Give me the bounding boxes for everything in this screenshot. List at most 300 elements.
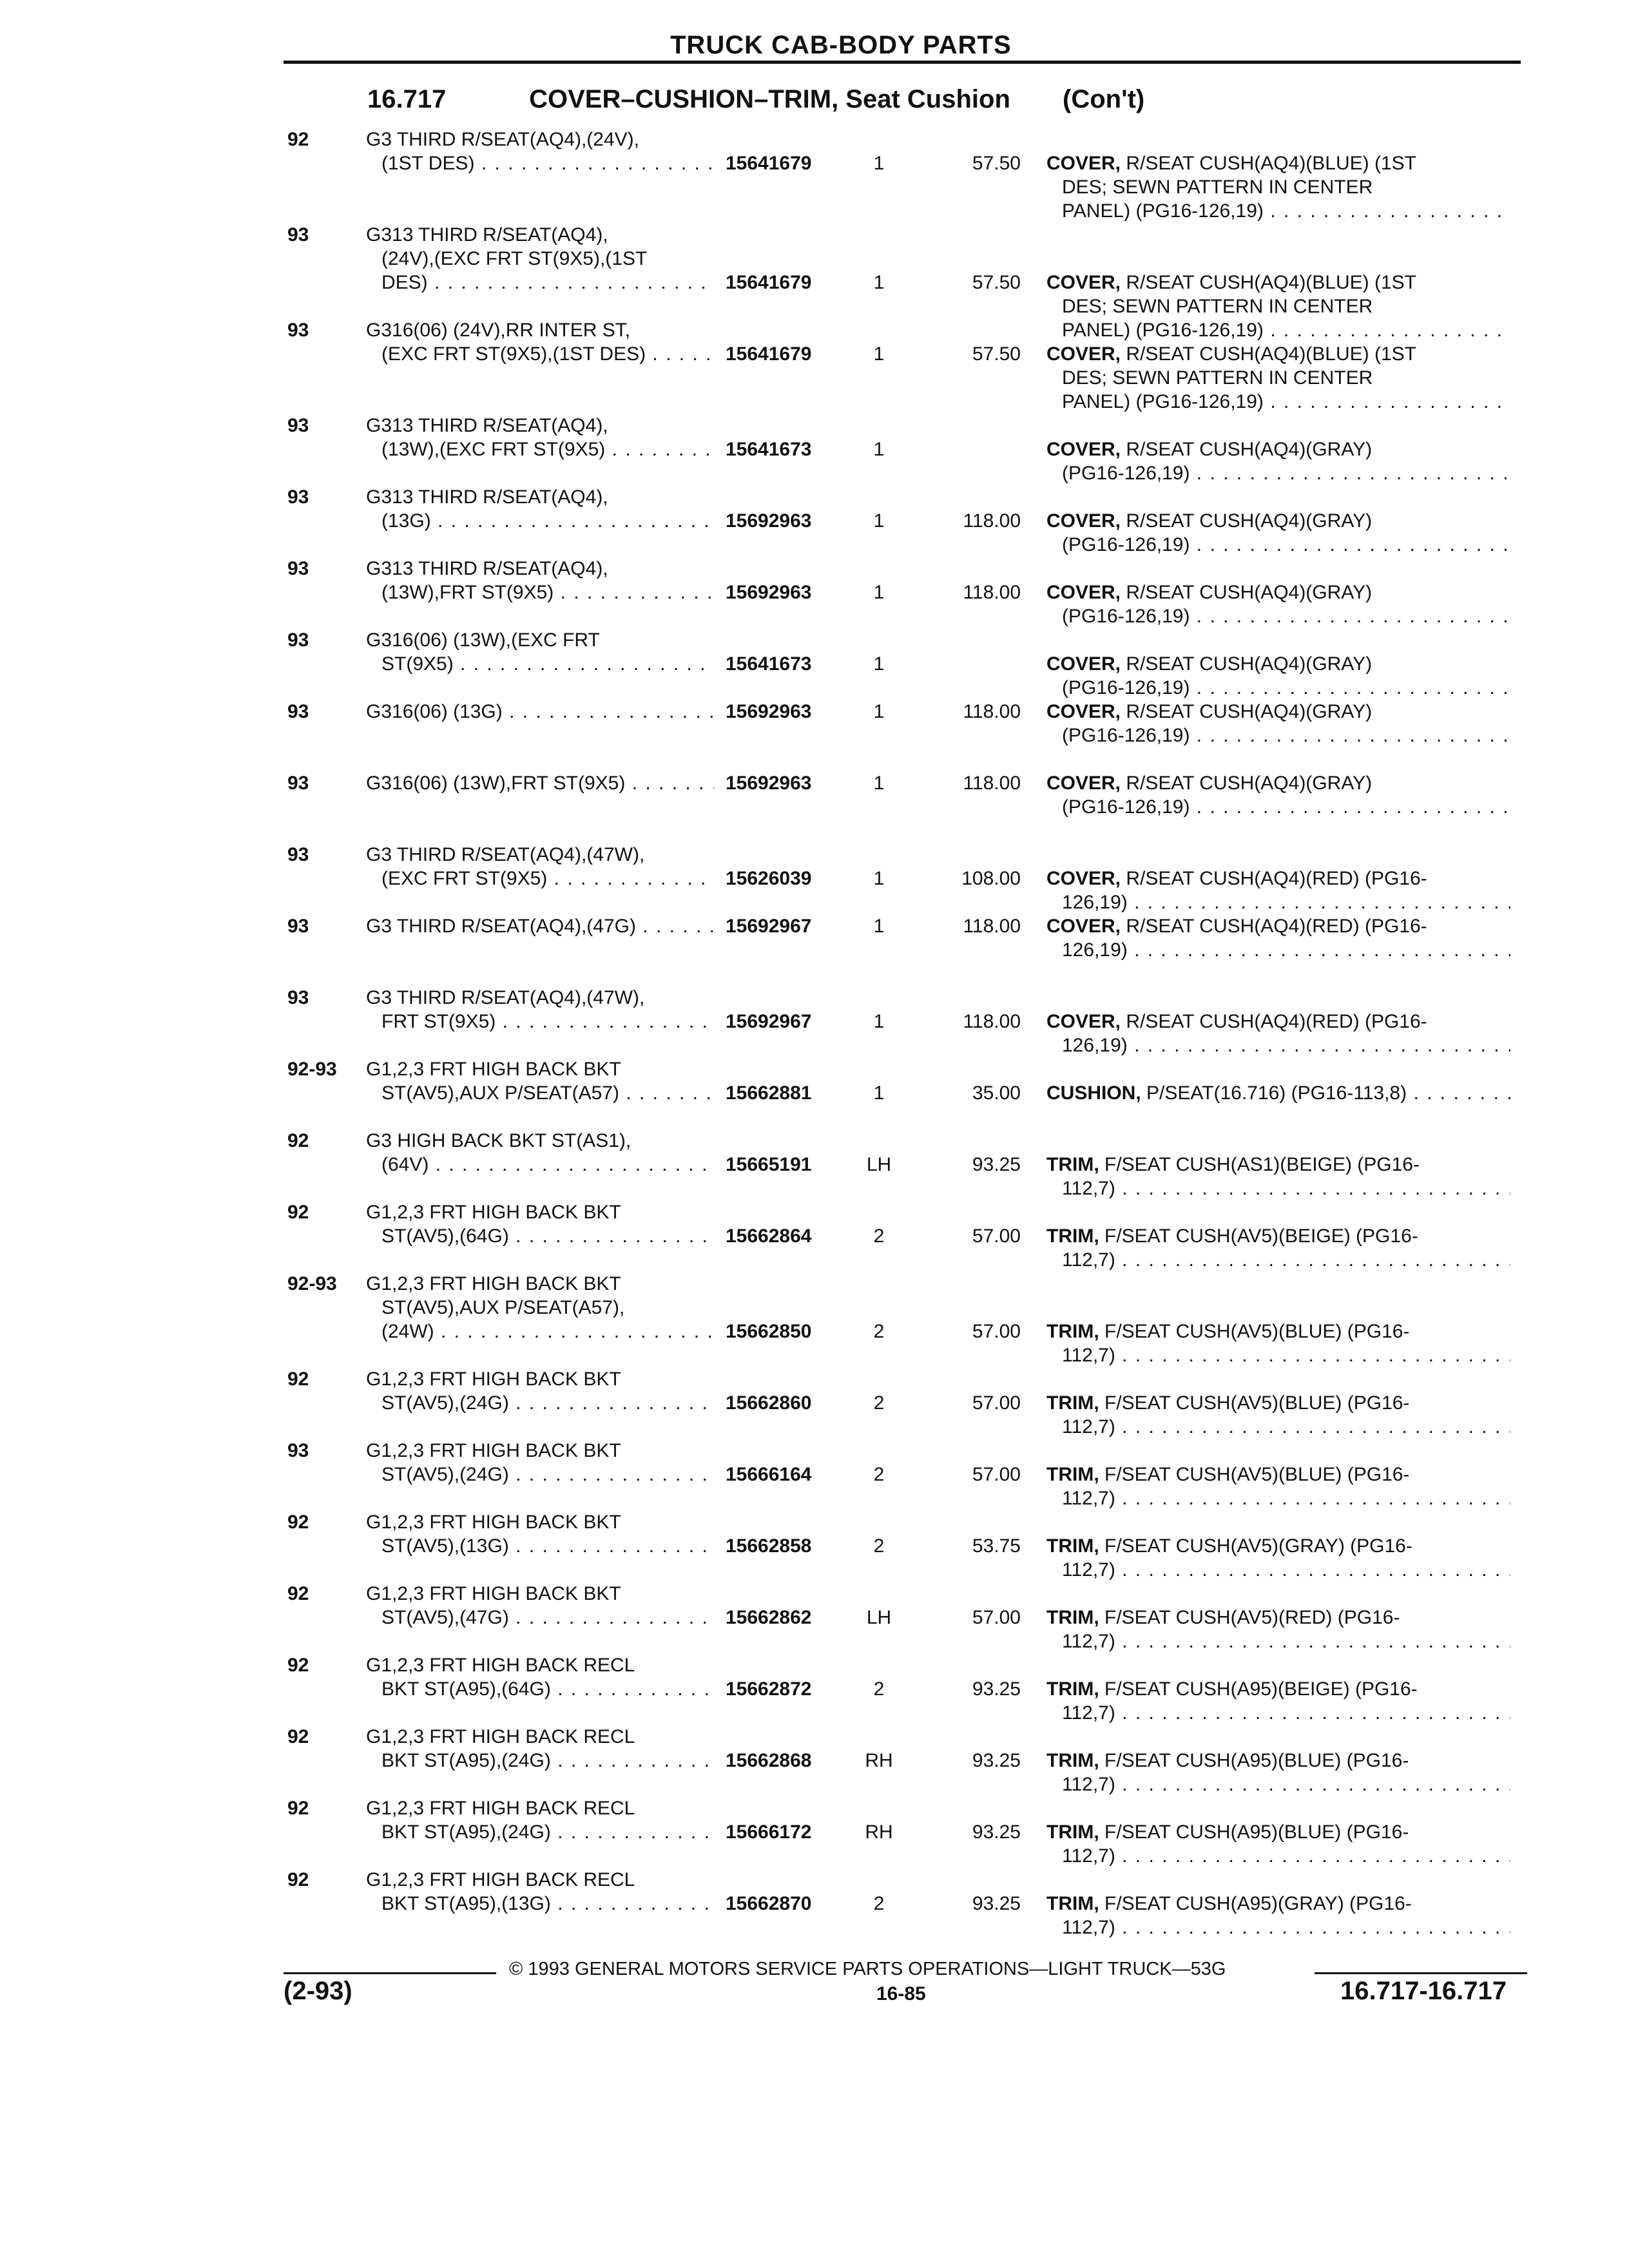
part-number: 15641679	[726, 272, 812, 293]
description-line	[1046, 771, 1510, 795]
application-description	[366, 771, 714, 795]
description-text: R/SEAT CUSH(AQ4)(GRAY)	[1126, 773, 1373, 794]
description-line: (PG16-126,19) . . .	[1046, 604, 1510, 628]
part-number: 15662864	[726, 1225, 812, 1247]
description-text: F/SEAT CUSH(A95)(BLUE) (PG16-	[1104, 1821, 1409, 1843]
quantity: 2	[873, 1678, 885, 1700]
description-line: 112,7) . . .	[1046, 1486, 1510, 1510]
section-title: COVER–CUSHION–TRIM, Seat Cushion	[529, 85, 1010, 113]
page-header-title: TRUCK CAB-BODY PARTS	[670, 31, 1012, 59]
description-line: (PG16-126,19) . . .	[1046, 676, 1510, 700]
section-number: 16.717	[367, 85, 447, 113]
quantity: LH	[866, 1607, 892, 1628]
description-keyword: TRIM,	[1046, 1607, 1099, 1628]
description-keyword: COVER,	[1046, 701, 1121, 722]
application-line: G1,2,3 FRT HIGH BACK RECL	[366, 1726, 635, 1747]
description-line	[1046, 1820, 1510, 1844]
part-number: 15692963	[726, 582, 812, 603]
description-line: 112,7) . . .	[1046, 1629, 1510, 1653]
part-number: 15692963	[726, 701, 812, 722]
part-number: 15662862	[726, 1607, 812, 1628]
model-year: 92-93	[287, 1273, 337, 1294]
description-text: F/SEAT CUSH(AV5)(BLUE) (PG16-	[1104, 1321, 1410, 1342]
part-row	[0, 1796, 1629, 1868]
part-number: 15692967	[726, 916, 812, 937]
part-number: 15692967	[726, 1011, 812, 1032]
footer-date: (2-93)	[284, 1977, 352, 2005]
price: 57.50	[972, 153, 1021, 174]
part-number: 15662868	[726, 1750, 812, 1771]
part-description	[1046, 1534, 1510, 1582]
model-year: 92	[287, 1130, 309, 1151]
description-text: R/SEAT CUSH(AQ4)(BLUE) (1ST	[1126, 343, 1417, 365]
part-row	[0, 771, 1629, 843]
application-description	[366, 914, 714, 938]
application-line: ST(AV5),(13G) . . .	[366, 1534, 714, 1558]
quantity: 1	[873, 868, 885, 889]
model-year: 93	[287, 224, 309, 245]
quantity: 1	[873, 510, 885, 532]
part-number: 15662858	[726, 1535, 812, 1557]
application-line: G1,2,3 FRT HIGH BACK BKT	[366, 1273, 621, 1294]
application-description	[366, 1725, 714, 1773]
price: 118.00	[963, 510, 1021, 532]
quantity: 1	[873, 439, 885, 460]
description-text: R/SEAT CUSH(AQ4)(BLUE) (1ST	[1126, 272, 1417, 293]
quantity: 1	[873, 653, 885, 675]
description-text: F/SEAT CUSH(A95)(GRAY) (PG16-	[1104, 1893, 1412, 1914]
application-description	[366, 318, 714, 366]
description-line	[1046, 1320, 1510, 1343]
part-description	[1046, 437, 1510, 485]
model-year: 93	[287, 987, 309, 1008]
quantity: 1	[873, 1011, 885, 1032]
model-year: 92	[287, 1655, 309, 1676]
part-description	[1046, 151, 1510, 223]
price: 93.25	[972, 1893, 1021, 1914]
price: 93.25	[972, 1821, 1021, 1843]
description-line: 112,7) . . .	[1046, 1177, 1510, 1200]
application-description	[366, 843, 714, 890]
part-row	[0, 1272, 1629, 1367]
application-line: (1ST DES) . . .	[366, 151, 714, 175]
part-description	[1046, 1749, 1510, 1796]
description-line	[1046, 1081, 1510, 1105]
price: 118.00	[963, 916, 1021, 937]
application-line: (64V) . . .	[366, 1153, 714, 1177]
price: 57.50	[972, 343, 1021, 365]
price: 118.00	[963, 701, 1021, 722]
description-line	[1046, 1606, 1510, 1629]
description-line: 112,7) . . .	[1046, 1844, 1510, 1868]
description-line	[1046, 581, 1510, 604]
description-line	[1046, 1677, 1510, 1701]
part-row	[0, 1725, 1629, 1796]
application-description	[366, 1582, 714, 1629]
part-description	[1046, 771, 1510, 819]
application-line: (EXC FRT ST(9X5) . . .	[366, 867, 714, 890]
application-description	[366, 1367, 714, 1415]
part-number: 15662860	[726, 1392, 812, 1414]
application-line: G313 THIRD R/SEAT(AQ4),	[366, 558, 608, 579]
description-keyword: TRIM,	[1046, 1821, 1099, 1843]
part-description	[1046, 1606, 1510, 1653]
application-line: G1,2,3 FRT HIGH BACK BKT	[366, 1059, 621, 1080]
part-row	[0, 128, 1629, 223]
part-row	[0, 843, 1629, 914]
part-description	[1046, 509, 1510, 557]
model-year: 92	[287, 129, 309, 150]
quantity: 1	[873, 153, 885, 174]
part-number: 15662881	[726, 1082, 812, 1104]
description-keyword: TRIM,	[1046, 1678, 1099, 1700]
application-description	[366, 557, 714, 604]
price: 118.00	[963, 582, 1021, 603]
quantity: LH	[866, 1154, 892, 1175]
part-number: 15666172	[726, 1821, 812, 1843]
application-line: (13G) . . .	[366, 509, 714, 533]
model-year: 92-93	[287, 1059, 337, 1080]
description-keyword: TRIM,	[1046, 1225, 1099, 1247]
description-keyword: TRIM,	[1046, 1154, 1099, 1175]
quantity: 1	[873, 916, 885, 937]
part-description	[1046, 581, 1510, 628]
application-description	[366, 1439, 714, 1486]
application-line: G1,2,3 FRT HIGH BACK BKT	[366, 1369, 621, 1390]
application-line: BKT ST(A95),(64G) . . .	[366, 1677, 714, 1701]
description-text: R/SEAT CUSH(AQ4)(GRAY)	[1126, 439, 1373, 460]
description-text: F/SEAT CUSH(A95)(BLUE) (PG16-	[1104, 1750, 1409, 1771]
description-line	[1046, 700, 1510, 724]
price: 53.75	[972, 1535, 1021, 1557]
application-description	[366, 628, 714, 676]
description-text: F/SEAT CUSH(A95)(BEIGE) (PG16-	[1104, 1678, 1418, 1700]
quantity: 1	[873, 1082, 885, 1104]
quantity: 2	[873, 1392, 885, 1414]
application-line: DES) . . .	[366, 271, 714, 294]
description-line	[1046, 1892, 1510, 1916]
part-row	[0, 1200, 1629, 1272]
model-year: 93	[287, 486, 309, 508]
model-year: 93	[287, 415, 309, 436]
application-description	[366, 1868, 714, 1916]
application-description	[366, 700, 714, 724]
application-description	[366, 1129, 714, 1177]
description-line	[1046, 342, 1510, 366]
footer-copyright: © 1993 GENERAL MOTORS SERVICE PARTS OPERATIONS—LIGHT TRUCK—53G	[509, 1959, 1226, 1979]
description-line	[1046, 1463, 1510, 1486]
description-line: 126,19) . . .	[1046, 1033, 1510, 1057]
quantity: 1	[873, 773, 885, 794]
application-line: BKT ST(A95),(24G) . . .	[366, 1820, 714, 1844]
application-description	[366, 1272, 714, 1343]
quantity: 2	[873, 1893, 885, 1914]
part-description	[1046, 1892, 1510, 1939]
description-keyword: CUSHION,	[1046, 1082, 1141, 1104]
model-year: 92	[287, 1726, 309, 1747]
application-line: (13W),FRT ST(9X5) . . .	[366, 581, 714, 604]
quantity: 1	[873, 701, 885, 722]
part-number: 15692963	[726, 773, 812, 794]
part-description	[1046, 1391, 1510, 1439]
description-line	[1046, 1749, 1510, 1773]
part-number: 15692963	[726, 510, 812, 532]
parts-list	[0, 128, 1629, 1939]
price: 35.00	[972, 1082, 1021, 1104]
application-line: G1,2,3 FRT HIGH BACK BKT	[366, 1512, 621, 1533]
application-description	[366, 485, 714, 533]
description-keyword: TRIM,	[1046, 1464, 1099, 1485]
application-line: G1,2,3 FRT HIGH BACK RECL	[366, 1869, 635, 1890]
description-line: PANEL) (PG16-126,19) . . .	[1046, 199, 1510, 223]
application-line: G316(06) (13G) . . .	[366, 700, 714, 724]
description-keyword: COVER,	[1046, 153, 1121, 174]
description-text: R/SEAT CUSH(AQ4)(GRAY)	[1126, 653, 1373, 675]
application-line: ST(AV5),(47G) . . .	[366, 1606, 714, 1629]
description-text: P/SEAT(16.716) (PG16-113,8)	[1146, 1082, 1407, 1104]
description-text: F/SEAT CUSH(AV5)(RED) (PG16-	[1104, 1607, 1400, 1628]
application-description	[366, 1057, 714, 1105]
description-line: DES; SEWN PATTERN IN CENTER	[1062, 367, 1373, 389]
part-row	[0, 318, 1629, 414]
part-description	[1046, 1463, 1510, 1510]
footer-rule-left	[284, 1972, 496, 1974]
part-description	[1046, 342, 1510, 414]
application-line: G313 THIRD R/SEAT(AQ4),	[366, 415, 608, 436]
description-line	[1046, 652, 1510, 676]
application-line: G3 THIRD R/SEAT(AQ4),(47W),	[366, 844, 645, 865]
application-line: G1,2,3 FRT HIGH BACK BKT	[366, 1583, 621, 1604]
price: 57.00	[972, 1392, 1021, 1414]
part-row	[0, 1653, 1629, 1725]
description-text: R/SEAT CUSH(AQ4)(GRAY)	[1126, 582, 1373, 603]
description-keyword: TRIM,	[1046, 1392, 1099, 1414]
part-row	[0, 414, 1629, 485]
application-line: G316(06) (24V),RR INTER ST,	[366, 320, 631, 341]
part-row	[0, 986, 1629, 1057]
application-line: G3 THIRD R/SEAT(AQ4),(47G) . . .	[366, 914, 714, 938]
price: 93.25	[972, 1678, 1021, 1700]
application-line: ST(AV5),AUX P/SEAT(A57) . . .	[366, 1081, 714, 1105]
application-line: (13W),(EXC FRT ST(9X5) . . .	[366, 437, 714, 461]
model-year: 92	[287, 1869, 309, 1890]
description-keyword: COVER,	[1046, 1011, 1121, 1032]
description-keyword: COVER,	[1046, 272, 1121, 293]
model-year: 93	[287, 1440, 309, 1461]
application-line: FRT ST(9X5) . . .	[366, 1010, 714, 1033]
description-line	[1046, 151, 1510, 175]
quantity: 1	[873, 582, 885, 603]
part-description	[1046, 1081, 1510, 1105]
footer-page-number: 16-85	[876, 1983, 926, 2004]
description-text: R/SEAT CUSH(AQ4)(RED) (PG16-	[1126, 1011, 1427, 1032]
quantity: 2	[873, 1464, 885, 1485]
description-line: (PG16-126,19) . . .	[1046, 533, 1510, 557]
description-line	[1046, 867, 1510, 890]
description-keyword: TRIM,	[1046, 1321, 1099, 1342]
description-line	[1046, 1391, 1510, 1415]
model-year: 92	[287, 1369, 309, 1390]
description-line: 112,7) . . .	[1046, 1916, 1510, 1939]
part-number: 15641673	[726, 653, 812, 675]
section-continued: (Con't)	[1063, 85, 1145, 113]
part-row	[0, 1057, 1629, 1129]
application-description	[366, 986, 714, 1033]
quantity: 2	[873, 1535, 885, 1557]
description-line: 112,7) . . .	[1046, 1415, 1510, 1439]
description-keyword: TRIM,	[1046, 1750, 1099, 1771]
part-description	[1046, 1820, 1510, 1868]
part-row	[0, 557, 1629, 628]
quantity: 2	[873, 1321, 885, 1342]
description-text: R/SEAT CUSH(AQ4)(GRAY)	[1126, 701, 1373, 722]
quantity: 1	[873, 343, 885, 365]
price: 57.00	[972, 1607, 1021, 1628]
description-line: (PG16-126,19) . . .	[1046, 724, 1510, 747]
part-description	[1046, 1153, 1510, 1200]
application-description	[366, 414, 714, 461]
description-text: R/SEAT CUSH(AQ4)(BLUE) (1ST	[1126, 153, 1417, 174]
application-line: ST(AV5),(24G) . . .	[366, 1391, 714, 1415]
section-heading	[367, 85, 1144, 114]
description-text: F/SEAT CUSH(AV5)(BEIGE) (PG16-	[1104, 1225, 1418, 1247]
price: 57.50	[972, 272, 1021, 293]
model-year: 93	[287, 629, 309, 651]
application-line: ST(AV5),(64G) . . .	[366, 1224, 714, 1248]
part-number: 15662872	[726, 1678, 812, 1700]
application-description	[366, 1200, 714, 1248]
model-year: 93	[287, 320, 309, 341]
description-line: DES; SEWN PATTERN IN CENTER	[1062, 177, 1373, 198]
description-line: 112,7) . . .	[1046, 1701, 1510, 1725]
part-row	[0, 1582, 1629, 1653]
part-row	[0, 628, 1629, 700]
description-text: R/SEAT CUSH(AQ4)(GRAY)	[1126, 510, 1373, 532]
application-line: BKT ST(A95),(24G) . . .	[366, 1749, 714, 1773]
description-line	[1046, 1534, 1510, 1558]
quantity: 1	[873, 272, 885, 293]
application-line: (24V),(EXC FRT ST(9X5),(1ST	[381, 248, 648, 269]
part-row	[0, 700, 1629, 771]
description-line	[1046, 1224, 1510, 1248]
description-line: PANEL) (PG16-126,19) . . .	[1046, 390, 1510, 414]
application-line: (EXC FRT ST(9X5),(1ST DES) . . .	[366, 342, 714, 366]
application-description	[366, 1796, 714, 1844]
model-year: 92	[287, 1798, 309, 1819]
part-description	[1046, 914, 1510, 962]
model-year: 92	[287, 1202, 309, 1223]
description-keyword: COVER,	[1046, 510, 1121, 532]
application-line: G313 THIRD R/SEAT(AQ4),	[366, 224, 608, 245]
price: 118.00	[963, 773, 1021, 794]
part-row	[0, 1510, 1629, 1582]
description-line	[1046, 271, 1510, 294]
price: 57.00	[972, 1464, 1021, 1485]
description-line	[1046, 1153, 1510, 1177]
application-line: G316(06) (13W),FRT ST(9X5) . . .	[366, 771, 714, 795]
description-line: 112,7) . . .	[1046, 1343, 1510, 1367]
application-description	[366, 128, 714, 175]
description-text: F/SEAT CUSH(AV5)(BLUE) (PG16-	[1104, 1392, 1410, 1414]
price: 57.00	[972, 1225, 1021, 1247]
application-description	[366, 223, 714, 294]
application-line: G316(06) (13W),(EXC FRT	[366, 629, 600, 651]
part-number: 15641679	[726, 343, 812, 365]
description-text: F/SEAT CUSH(AS1)(BEIGE) (PG16-	[1104, 1154, 1420, 1175]
description-keyword: TRIM,	[1046, 1535, 1099, 1557]
description-text: R/SEAT CUSH(AQ4)(RED) (PG16-	[1126, 868, 1427, 889]
quantity: 2	[873, 1225, 885, 1247]
price: 108.00	[961, 868, 1021, 889]
description-line: 112,7) . . .	[1046, 1248, 1510, 1272]
application-line: (24W) . . .	[366, 1320, 714, 1343]
application-line: ST(AV5),(24G) . . .	[366, 1463, 714, 1486]
description-keyword: COVER,	[1046, 653, 1121, 675]
price: 57.00	[972, 1321, 1021, 1342]
description-line: PANEL) (PG16-126,19) . . .	[1046, 318, 1510, 342]
application-description	[366, 1510, 714, 1558]
part-row	[0, 485, 1629, 557]
application-line: G1,2,3 FRT HIGH BACK RECL	[366, 1798, 635, 1819]
description-keyword: TRIM,	[1046, 1893, 1099, 1914]
model-year: 93	[287, 701, 309, 722]
part-description	[1046, 1010, 1510, 1057]
price: 93.25	[972, 1154, 1021, 1175]
description-line	[1046, 914, 1510, 938]
price: 118.00	[963, 1011, 1021, 1032]
description-line: 126,19) . . .	[1046, 938, 1510, 962]
application-line: G3 HIGH BACK BKT ST(AS1),	[366, 1130, 631, 1151]
description-line: (PG16-126,19) . . .	[1046, 461, 1510, 485]
model-year: 92	[287, 1583, 309, 1604]
model-year: 93	[287, 916, 309, 937]
quantity: RH	[865, 1750, 893, 1771]
part-description	[1046, 1677, 1510, 1725]
part-number: 15665191	[726, 1154, 812, 1175]
description-line: DES; SEWN PATTERN IN CENTER	[1062, 296, 1373, 317]
description-line: 112,7) . . .	[1046, 1773, 1510, 1796]
model-year: 93	[287, 773, 309, 794]
application-line: G1,2,3 FRT HIGH BACK BKT	[366, 1440, 621, 1461]
description-keyword: COVER,	[1046, 582, 1121, 603]
part-number: 15641679	[726, 153, 812, 174]
part-number: 15641673	[726, 439, 812, 460]
model-year: 93	[287, 844, 309, 865]
description-line: 126,19) . . .	[1046, 890, 1510, 914]
description-line	[1046, 1010, 1510, 1033]
description-line: 112,7) . . .	[1046, 1558, 1510, 1582]
application-line: ST(AV5),AUX P/SEAT(A57),	[381, 1297, 625, 1318]
part-number: 15626039	[726, 868, 812, 889]
description-keyword: COVER,	[1046, 343, 1121, 365]
description-line	[1046, 437, 1510, 461]
description-line: (PG16-126,19) . . .	[1046, 795, 1510, 819]
application-line: G1,2,3 FRT HIGH BACK BKT	[366, 1202, 621, 1223]
application-line: ST(9X5) . . .	[366, 652, 714, 676]
footer-section-range: 16.717-16.717	[1340, 1977, 1507, 2005]
application-line: BKT ST(A95),(13G) . . .	[366, 1892, 714, 1916]
application-line: G1,2,3 FRT HIGH BACK RECL	[366, 1655, 635, 1676]
description-text: R/SEAT CUSH(AQ4)(RED) (PG16-	[1126, 916, 1427, 937]
description-text: F/SEAT CUSH(AV5)(BLUE) (PG16-	[1104, 1464, 1410, 1485]
application-line: G3 THIRD R/SEAT(AQ4),(24V),	[366, 129, 639, 150]
description-keyword: COVER,	[1046, 773, 1121, 794]
part-row	[0, 1439, 1629, 1510]
part-description	[1046, 867, 1510, 914]
footer-rule-right	[1315, 1972, 1527, 1974]
description-keyword: COVER,	[1046, 439, 1121, 460]
description-keyword: COVER,	[1046, 916, 1121, 937]
